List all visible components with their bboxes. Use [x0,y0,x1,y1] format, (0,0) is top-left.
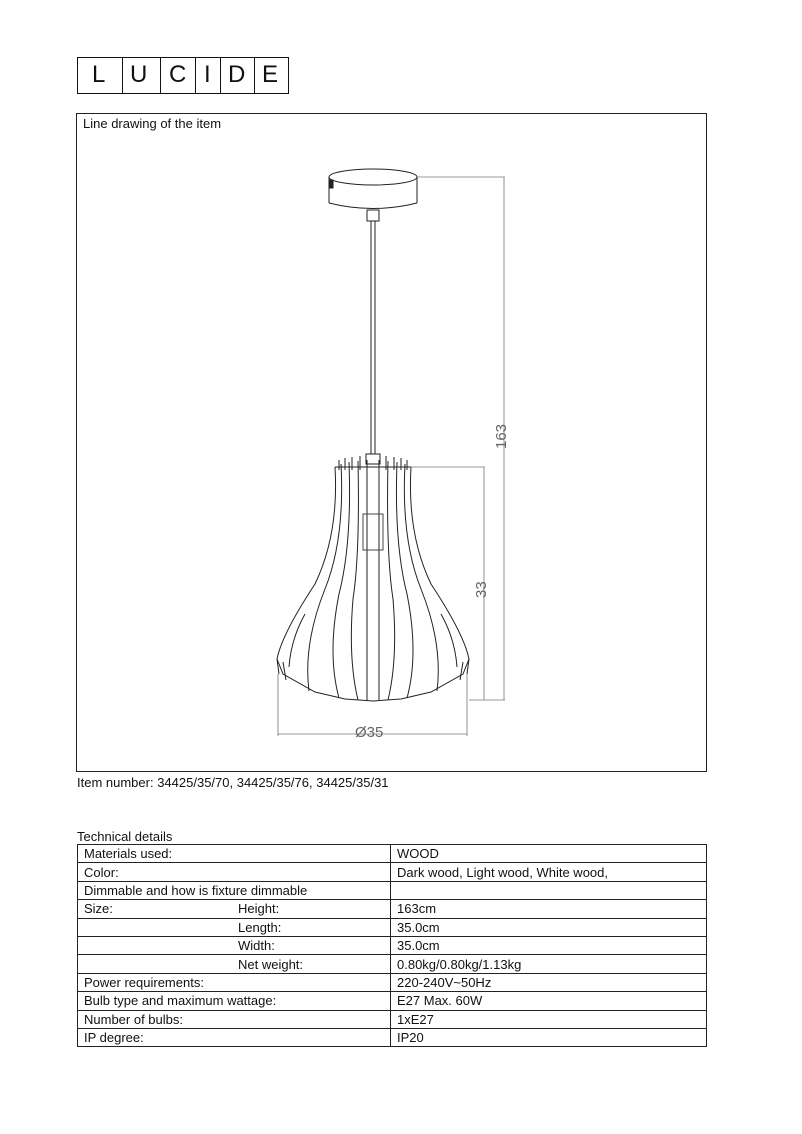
length-value: 35.0cm [391,918,707,936]
dim-shade-height-label: 33 [473,581,490,598]
drawing-caption: Line drawing of the item [83,116,222,131]
technical-details-table [77,844,707,1047]
dimmable-value [391,881,707,899]
bulbs-count-label: Number of bulbs: [78,1010,391,1028]
weight-label: Net weight: [238,956,304,972]
table-row [78,973,707,991]
height-label: Height: [238,901,280,917]
pendant-cable [366,221,380,464]
logo-letter-i: I [204,61,211,88]
power-value: 220-240V~50Hz [391,973,707,991]
dim-diameter-label: Ø35 [355,724,384,741]
logo-divider [195,58,196,93]
table-row [78,1010,707,1028]
logo-divider [254,58,255,93]
size-height-cell [78,900,391,918]
table-row [78,845,707,863]
power-label: Power requirements: [78,973,391,991]
dim-total-height-label: 163 [493,423,510,449]
length-label: Length: [238,919,282,935]
color-label: Color: [78,863,391,881]
width-value: 35.0cm [391,936,707,954]
color-value: Dark wood, Light wood, White wood, [391,863,707,881]
bulb-value: E27 Max. 60W [391,992,707,1010]
weight-cell [78,955,391,973]
wooden-shade [277,456,469,701]
logo-divider [122,58,123,93]
logo-letter-l: L [92,61,106,88]
table-row [78,900,707,918]
line-drawing-panel [76,113,707,772]
table-row [78,918,707,936]
brand-logo [77,57,289,94]
table-row [78,936,707,954]
table-row [78,992,707,1010]
logo-letter-e: E [262,61,279,88]
weight-value: 0.80kg/0.80kg/1.13kg [391,955,707,973]
logo-letter-u: U [130,61,148,88]
width-cell [78,936,391,954]
width-label: Width: [238,938,275,954]
logo-letter-c: C [169,61,187,88]
bulbs-count-value: 1xE27 [391,1010,707,1028]
logo-letter-d: D [228,61,246,88]
length-cell [78,918,391,936]
pendant-lamp-drawing [77,114,706,771]
materials-label: Materials used: [78,845,391,863]
dimension-lines [278,177,505,736]
dimmable-label: Dimmable and how is fixture dimmable [78,881,391,899]
technical-details-title: Technical details [77,829,173,844]
table-row [78,863,707,881]
table-row [78,955,707,973]
ceiling-canopy [329,169,417,221]
height-value: 163cm [391,900,707,918]
item-number: Item number: 34425/35/70, 34425/35/76, 34425/35/31 [77,775,389,790]
logo-divider [220,58,221,93]
ip-value: IP20 [391,1028,707,1046]
size-label: Size: [84,901,113,917]
logo-divider [160,58,161,93]
table-row [78,1028,707,1046]
materials-value: WOOD [391,845,707,863]
table-row [78,881,707,899]
ip-label: IP degree: [78,1028,391,1046]
bulb-label: Bulb type and maximum wattage: [78,992,391,1010]
